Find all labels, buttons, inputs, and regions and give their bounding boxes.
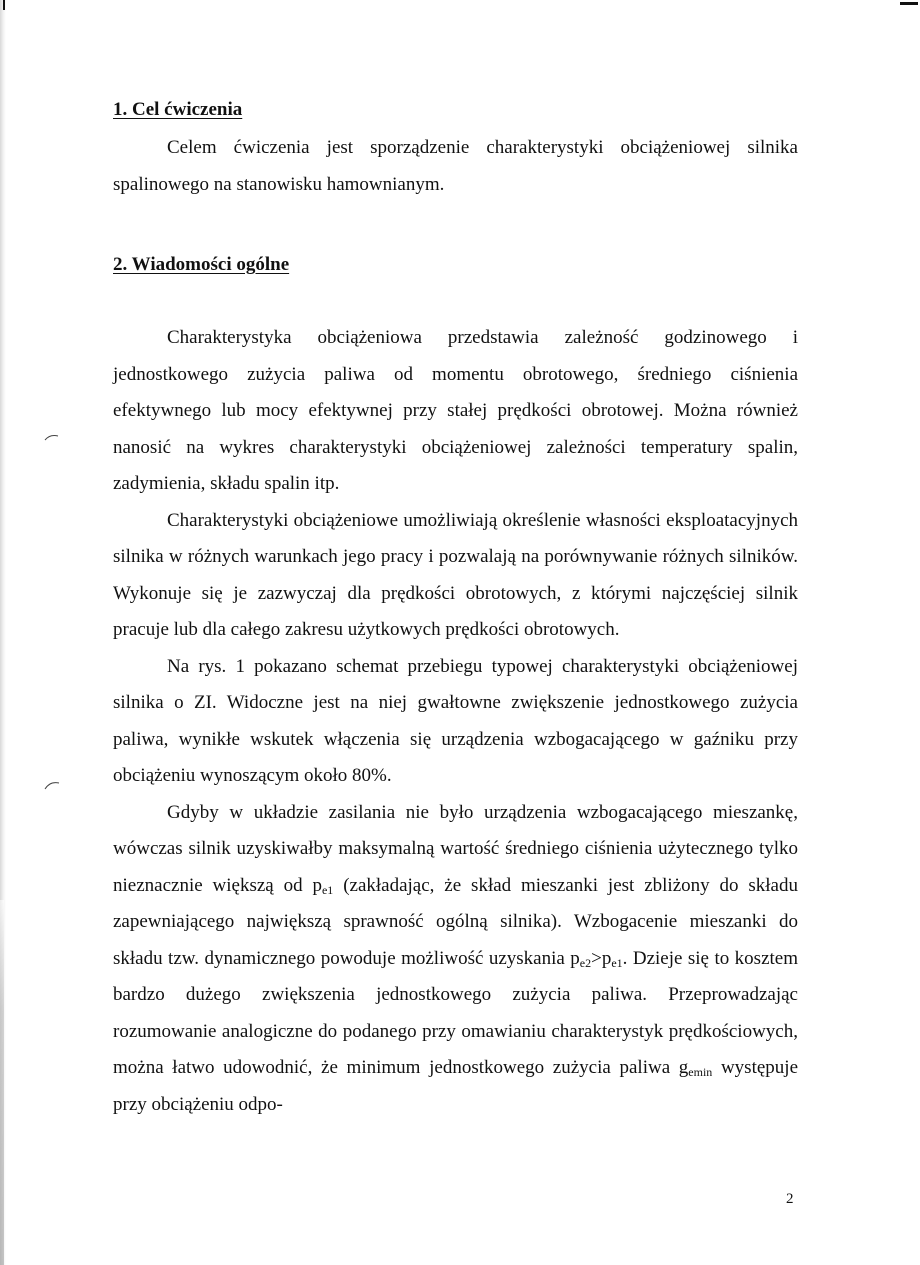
text-run: (zakładając, że skład mieszanki jest zbliżony do składu zapewniającego największą sprawność ogólną silnika). Wzbogacenie mieszanki do składu tzw. dynamicznego powoduje możliwość uzyskania p — [113, 874, 798, 969]
text-run: występuje przy obciążeniu odpo- — [113, 1057, 798, 1115]
paragraph-load-characteristic-definition: Charakterystyka obciążeniowa przedstawia zależność godzinowego i jednostkowego zużycia paliwa od momentu obrotowego, średniego ciśnienia efektywnego lub mocy efektywnej przy stałej prędkości obrotowej. Można również nanosić na wykres charakterystyki obciążeniowej zależności temperatury spalin, zadymienia, składu spalin itp. — [113, 327, 798, 494]
subscript: emin — [688, 1065, 713, 1079]
section-heading-general-info: 2. Wiadomości ogólne — [113, 254, 290, 275]
scan-edge-shadow-lower — [0, 900, 4, 1265]
paragraph-figure-description: Na rys. 1 pokazano schemat przebiegu typowej charakterystyki obciążeniowej silnika o ZI. Widoczne jest na niej gwałtowne zwiększenie jednostkowego zużycia paliwa, wynikłe wskutek włączenia się urządzenia wzbogacającego w gaźniku przy obciążeniu wynoszącym około 80%. — [113, 655, 798, 786]
subscript: e1 — [611, 955, 623, 970]
text-run: . Dzieje się to kosztem bardzo dużego zwiększenia jednostkowego zużycia paliwa. Przeprowadzając rozumowanie analogiczne do podanego przy omawianiu charakterystyk prędkościowych, można łatwo udowodnić, że minimum jednostkowego zużycia paliwa g — [113, 947, 798, 1078]
section-goal-paragraph: Celem ćwiczenia jest sporządzenie charakterystyki obciążeniowej silnika spalinowego na stanowisku hamownianym. — [113, 137, 798, 195]
page-number: 2 — [786, 1191, 794, 1207]
paragraph-characteristic-uses: Charakterystyki obciążeniowe umożliwiają określenie własności eksploatacyjnych silnika w różnych warunkach jego pracy i pozwalają na porównywanie różnych silników. Wykonuje się je zazwyczaj dla prędkości obrotowych, z którymi najczęściej silnik pracuje lub dla całego zakresu użytkowych prędkości obrotowych. — [113, 509, 798, 640]
subscript: e2 — [579, 955, 592, 970]
section-heading-goal: 1. Cel ćwiczenia — [113, 99, 243, 120]
scan-tick-mark — [44, 432, 60, 444]
document-body — [113, 96, 798, 1123]
paragraph-enrichment-device — [113, 795, 798, 1124]
subscript: e1 — [321, 882, 334, 897]
text-run: >p — [591, 947, 612, 969]
text-run: Gdyby w układzie zasilania nie było urządzenia wzbogacającego mieszankę, wówczas silnik uzyskiwałby maksymalną wartość średniego ciśnienia użytecznego tylko nieznacznie większą od p — [113, 801, 798, 896]
scan-tick-mark — [44, 780, 60, 792]
scan-mark-top-left — [3, 0, 5, 10]
scan-mark-top-right — [900, 2, 918, 5]
